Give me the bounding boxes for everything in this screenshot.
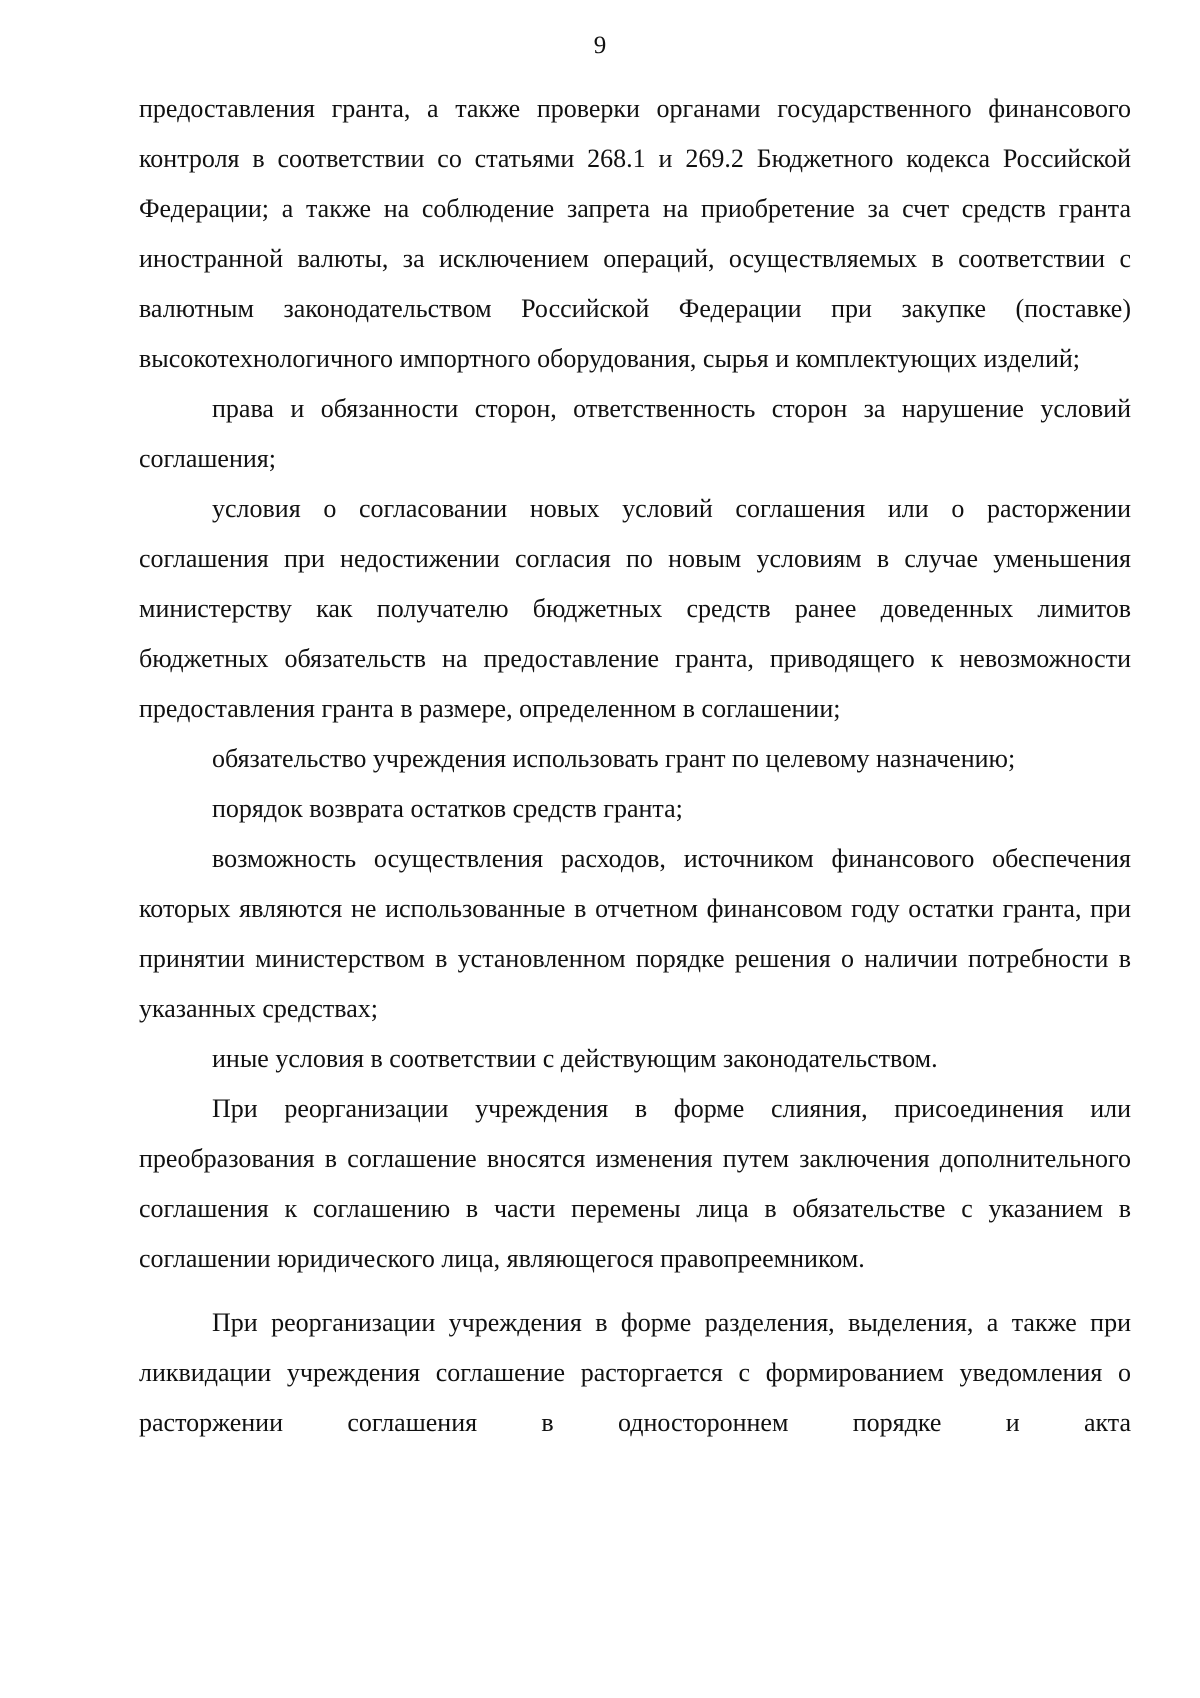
paragraph-rights-obligations: права и обязанности сторон, ответственность сторон за нарушение условий соглашения; <box>139 394 1131 473</box>
paragraph-target-use-obligation: обязательство учреждения использовать грант по целевому назначению; <box>212 744 1016 773</box>
paragraph-refund-procedure: порядок возврата остатков средств гранта; <box>212 794 683 823</box>
paragraph-reorganization-merger: При реорганизации учреждения в форме слияния, присоединения или преобразования в соглашение вносятся изменения путем заключения дополнительного соглашения к соглашению в части перемены лица в обязательстве с указанием в соглашении юридического лица, являющегося правопреемником. <box>139 1094 1131 1273</box>
paragraph-other-conditions: иные условия в соответствии с действующим законодательством. <box>212 1044 938 1073</box>
paragraph-agreement-termination-conditions: условия о согласовании новых условий соглашения или о расторжении соглашения при недостижении согласия по новым условиям в случае уменьшения министерству как получателю бюджетных средств ранее доведенных лимитов бюджетных обязательств на предоставление гранта, приводящего к невозможности предоставления гранта в размере, определенном в соглашении; <box>139 494 1131 723</box>
paragraph-reorganization-division: При реорганизации учреждения в форме разделения, выделения, а также при ликвидации учреждения соглашение расторгается с формированием уведомления о расторжении соглашения в одностороннем порядке и акта <box>139 1308 1131 1437</box>
document-body <box>139 84 1131 1448</box>
paragraph-unused-balance-expenses: возможность осуществления расходов, источником финансового обеспечения которых являются не использованные в отчетном финансовом году остатки гранта, при принятии министерством в установленном порядке решения о наличии потребности в указанных средствах; <box>139 844 1131 1023</box>
page-number: 9 <box>593 32 607 59</box>
paragraph-grant-control-terms: предоставления гранта, а также проверки органами государственного финансового контроля в соответствии со статьями 268.1 и 269.2 Бюджетного кодекса Российской Федерации; а также на соблюдение запрета на приобретение за счет средств гранта иностранной валюты, за исключением операций, осуществляемых в соответствии с валютным законодательством Российской Федерации при закупке (поставке) высокотехнологичного импортного оборудования, сырья и комплектующих изделий; <box>139 94 1131 373</box>
